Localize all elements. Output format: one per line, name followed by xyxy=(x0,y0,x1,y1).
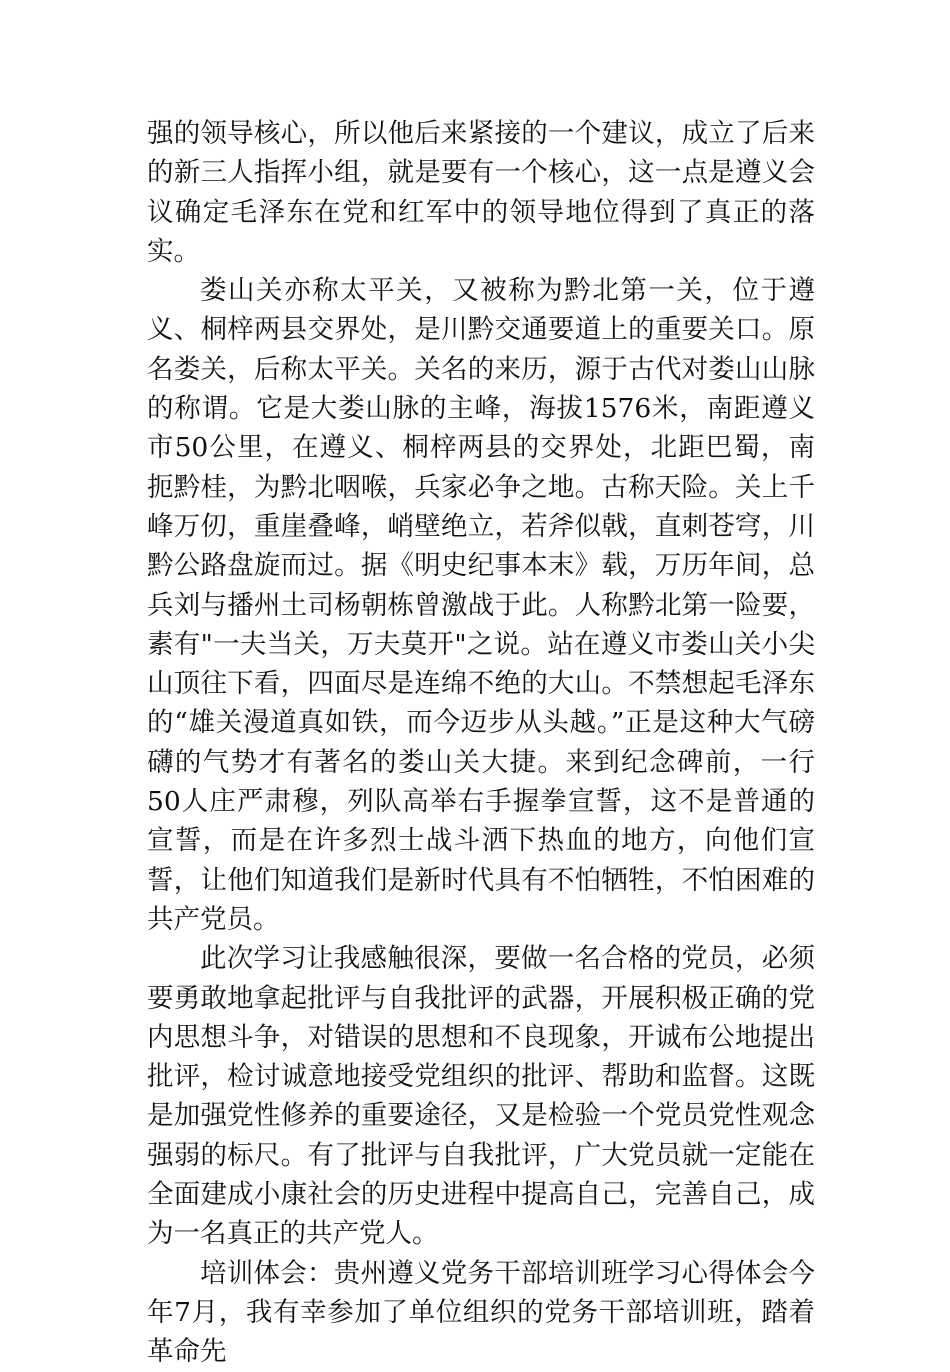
paragraph-training-experience: 培训体会：贵州遵义党务干部培训班学习心得体会今年7月，我有幸参加了单位组织的党务干部培训班，踏着革命先 xyxy=(147,1257,815,1368)
paragraph-continuation: 强的领导核心，所以他后来紧接的一个建议，成立了后来的新三人指挥小组，就是要有一个核心，这一点是遵义会议确定毛泽东在党和红军中的领导地位得到了真正的落实。 xyxy=(147,118,815,267)
paragraph-loushanguan: 娄山关亦称太平关，又被称为黔北第一关，位于遵义、桐梓两县交界处，是川黔交通要道上的重要关口。原名娄关，后称太平关。关名的来历，源于古代对娄山山脉的称谓。它是大娄山脉的主峰，海拔1576米，南距遵义市50公里，在遵义、桐梓两县的交界处，北距巴蜀，南扼黔桂，为黔北咽喉，兵家必争之地。古称天险。关上千峰万仞，重崖叠峰，峭壁绝立，若斧似戟，直刺苍穹，川黔公路盘旋而过。据《明史纪事本末》载，万历年间，总兵刘与播州土司杨朝栋曾激战于此。人称黔北第一险要，素有"一夫当关，万夫莫开"之说。站在遵义市娄山关小尖山顶往下看，四面尽是连绵不绝的大山。不禁想起毛泽东的“雄关漫道真如铁，而今迈步从头越。”正是这种大气磅礴的气势才有著名的娄山关大捷。来到纪念碑前，一行50人庄严肃穆，列队高举右手握拳宣誓，这不是普通的宣誓，而是在许多烈士战斗洒下热血的地方，向他们宣誓，让他们知道我们是新时代具有不怕牺牲，不怕困难的共产党员。 xyxy=(147,275,815,935)
document-body xyxy=(147,114,815,1372)
paragraph-reflection: 此次学习让我感触很深，要做一名合格的党员，必须要勇敢地拿起批评与自我批评的武器，开展积极正确的党内思想斗争，对错误的思想和不良现象，开诚布公地提出批评，检讨诚意地接受党组织的批评、帮助和监督。这既是加强党性修养的重要途径，又是检验一个党员党性观念强弱的标尺。有了批评与自我批评，广大党员就一定能在全面建成小康社会的历史进程中提高自己，完善自己，成为一名真正的共产党人。 xyxy=(147,943,815,1250)
